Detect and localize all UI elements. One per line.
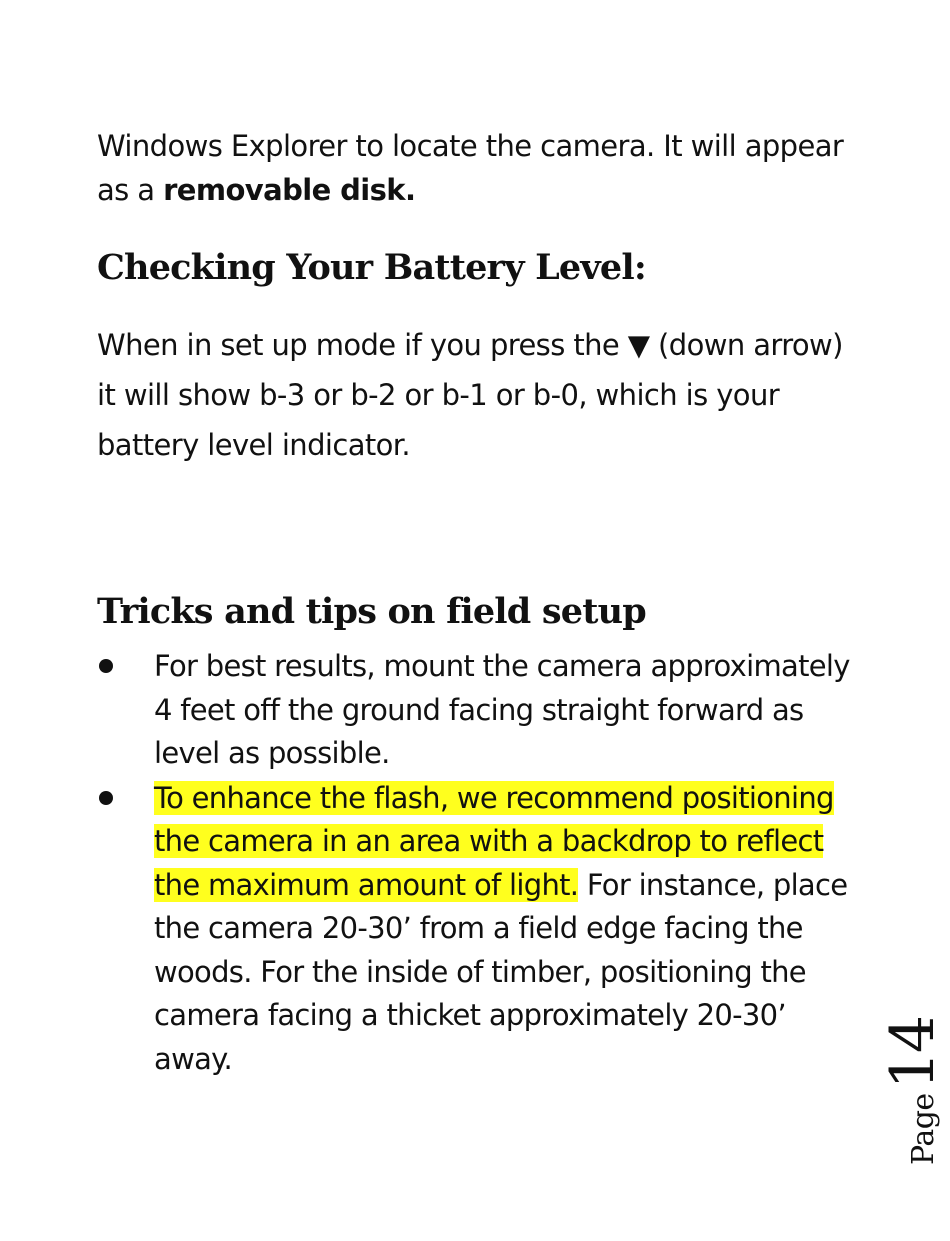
list-item [97,777,867,1082]
battery-paragraph: When in set up mode if you press the ▼ (down arrow) it will show b-3 or b-2 or b-1 or b-0, which is your battery level indicator. [97,328,843,462]
battery-heading: Checking Your Battery Level: [97,247,647,288]
page-number: 14 [878,1016,948,1090]
bullet-icon [99,791,113,805]
tips-list [97,645,867,1082]
tips-heading: Tricks and tips on field setup [97,591,646,632]
list-item-text: For best results, mount the camera approximately 4 feet off the ground facing straight forward as level as possible. [154,649,850,770]
removable-disk-bold: removable disk. [163,173,416,207]
page-label: Page [906,1093,941,1165]
intro-text: Windows Explorer to locate the camera. It will appear as a [97,129,844,207]
intro-paragraph [97,124,857,212]
list-item [97,645,867,776]
bullet-icon [99,659,113,673]
highlighted-text: To enhance the flash, we recommend positioning the camera in an area with a backdrop to reflect the maximum amount of light. [154,780,834,902]
list-item-text: For instance, place the camera 20-30’ from a field edge facing the woods. For the inside of timber, positioning the camera facing a thicket approximately 20-30’ away. [154,867,848,1076]
